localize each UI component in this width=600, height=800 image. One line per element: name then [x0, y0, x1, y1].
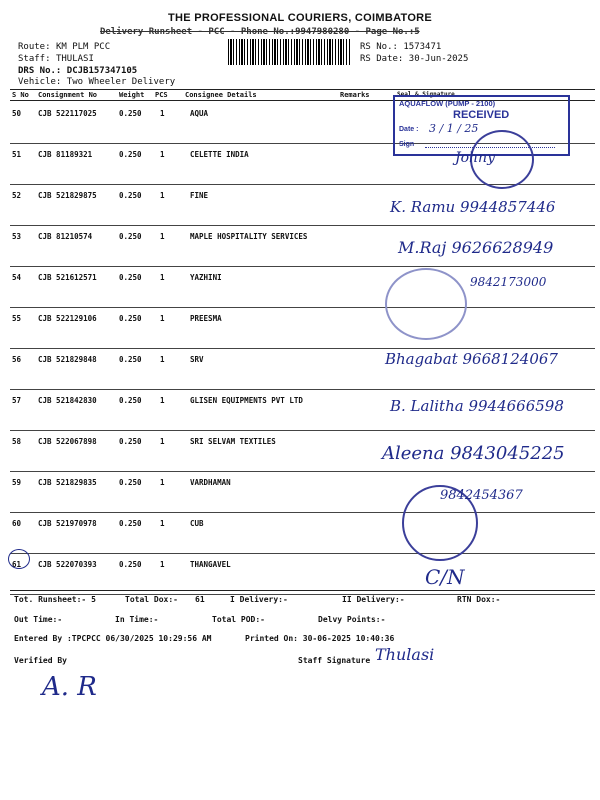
- row-weight: 0.250: [119, 355, 142, 364]
- row-pcs: 1: [160, 150, 165, 159]
- rs-date-value: 30-Jun-2025: [408, 54, 469, 64]
- drs-line: [18, 66, 137, 76]
- row-consignment-no: CJB 521829875: [38, 191, 97, 200]
- handwriting-row-57: B. Lalitha 9944666598: [390, 397, 564, 415]
- row-consignee: THANGAVEL: [190, 560, 231, 569]
- handwriting-row-58: Aleena 9843045225: [382, 443, 565, 464]
- drs-label: DRS No.:: [18, 66, 62, 76]
- row-consignment-no: CJB 521829835: [38, 478, 97, 487]
- col-consignee: Consignee Details: [185, 91, 257, 99]
- row-pcs: 1: [160, 560, 165, 569]
- total-pod: Total POD:-: [212, 615, 265, 624]
- i-delivery: I Delivery:-: [230, 595, 288, 604]
- row-sno: 57: [12, 396, 22, 405]
- row-pcs: 1: [160, 478, 165, 487]
- barcode-image: [228, 39, 350, 65]
- row-sno: 61: [12, 560, 22, 569]
- handwriting-row-53: M.Raj 9626628949: [398, 238, 554, 257]
- row-consignment-no: CJB 521829848: [38, 355, 97, 364]
- row-consignment-no: CJB 521842830: [38, 396, 97, 405]
- rs-date-label: RS Date:: [360, 54, 404, 64]
- entered-by: Entered By :TPCPCC 06/30/2025 10:29:56 AM: [14, 634, 212, 643]
- row-weight: 0.250: [119, 314, 142, 323]
- delvy-points: Delvy Points:-: [318, 615, 386, 624]
- row-consignee: SRV: [190, 355, 204, 364]
- row-weight: 0.250: [119, 560, 142, 569]
- staff-signature: Thulasi: [375, 645, 435, 664]
- stamp-sign-label: Sign: [399, 141, 415, 148]
- row-consignee: SRI SELVAM TEXTILES: [190, 437, 276, 446]
- col-consignment: Consignment No: [38, 91, 98, 99]
- drs-value: DCJB157347105: [66, 66, 138, 76]
- row-weight: 0.250: [119, 150, 142, 159]
- row-sno: 59: [12, 478, 22, 487]
- row-weight: 0.250: [119, 396, 142, 405]
- row-consignee: MAPLE HOSPITALITY SERVICES: [190, 232, 308, 241]
- verified-by: Verified By: [14, 656, 67, 665]
- row-sno: 58: [12, 437, 22, 446]
- col-remarks: Remarks: [340, 91, 370, 99]
- company-title: THE PROFESSIONAL COURIERS, COIMBATORE: [167, 12, 433, 24]
- row-consignee: CUB: [190, 519, 204, 528]
- row-weight: 0.250: [119, 109, 142, 118]
- row-consignment-no: CJB 522067898: [38, 437, 97, 446]
- route-line: [18, 42, 110, 52]
- row-consignee: PREESMA: [190, 314, 222, 323]
- row-61-circle-mark: [8, 549, 30, 569]
- row-weight: 0.250: [119, 478, 142, 487]
- row-consignee: GLISEN EQUIPMENTS PVT LTD: [190, 396, 303, 405]
- row-sno: 54: [12, 273, 22, 282]
- col-sno: S No: [12, 91, 29, 99]
- row-sno: 50: [12, 109, 22, 118]
- row-sno: 52: [12, 191, 22, 200]
- row-pcs: 1: [160, 191, 165, 200]
- out-time: Out Time:-: [14, 615, 63, 624]
- row-consignee: YAZHINI: [190, 273, 222, 282]
- row-consignment-no: CJB 521970978: [38, 519, 97, 528]
- row-weight: 0.250: [119, 191, 142, 200]
- row-pcs: 1: [160, 519, 165, 528]
- row-weight: 0.250: [119, 519, 142, 528]
- runsheet-subline: Delivery Runsheet - PCC - Phone No.:9947980280 - Page No.:5: [100, 27, 420, 37]
- in-time: In Time:-: [115, 615, 159, 624]
- row-consignment-no: CJB 522117025: [38, 109, 97, 118]
- verifier-initials: A. R: [42, 672, 97, 702]
- row-sno: 60: [12, 519, 22, 528]
- ii-delivery: II Delivery:-: [342, 595, 405, 604]
- vehicle-label: Vehicle:: [18, 77, 62, 87]
- staff-signature-label: Staff Signature: [298, 656, 371, 665]
- handwriting-row-56: Bhagabat 9668124067: [385, 350, 558, 368]
- row-consignment-no: CJB 81210574: [38, 232, 93, 241]
- rs-no-label: RS No.:: [360, 42, 398, 52]
- row-consignment-no: CJB 522070393: [38, 560, 97, 569]
- printed-on: Printed On: 30-06-2025 10:40:36: [245, 634, 395, 643]
- vehicle-line: [18, 77, 175, 87]
- rs-no-value: 1573471: [403, 42, 442, 52]
- staff-line: [18, 54, 94, 64]
- col-seal-signature: Seal & Signature: [397, 91, 455, 98]
- row-pcs: 1: [160, 396, 165, 405]
- row-weight: 0.250: [119, 232, 142, 241]
- total-dox-value: 61: [195, 595, 205, 604]
- row-sno: 53: [12, 232, 22, 241]
- table-row: [10, 307, 595, 349]
- row-sno: 51: [12, 150, 22, 159]
- row-consignee: CELETTE INDIA: [190, 150, 249, 159]
- route-value: KM PLM PCC: [55, 42, 111, 52]
- row-consignment-no: CJB 81189321: [38, 150, 93, 159]
- row-consignee: AQUA: [190, 109, 209, 118]
- col-pcs: PCS: [155, 91, 168, 99]
- row-pcs: 1: [160, 314, 165, 323]
- row-consignment-no: CJB 522129106: [38, 314, 97, 323]
- row-weight: 0.250: [119, 273, 142, 282]
- row-pcs: 1: [160, 437, 165, 446]
- stamp-received: RECEIVED: [453, 109, 510, 121]
- row-sno: 55: [12, 314, 22, 323]
- rs-date-line: [360, 54, 468, 64]
- stamp-company: AQUAFLOW (PUMP - 2100): [399, 99, 496, 108]
- stamp-date-value: 3 / 1 / 25: [429, 122, 479, 135]
- vehicle-value: Two Wheeler Delivery: [66, 77, 176, 87]
- row-pcs: 1: [160, 109, 165, 118]
- table-row: [10, 553, 595, 595]
- staff-value: THULASI: [55, 54, 94, 64]
- tot-runsheet: Tot. Runsheet:- 5: [14, 595, 96, 604]
- row-pcs: 1: [160, 273, 165, 282]
- stamp-date-label: Date :: [399, 126, 419, 133]
- col-weight: Weight: [119, 91, 145, 99]
- company-seal-2: [385, 268, 467, 340]
- row-weight: 0.250: [119, 437, 142, 446]
- handwriting-row-61: C/N: [425, 565, 465, 589]
- row-consignee: VARDHAMAN: [190, 478, 231, 487]
- rs-no-line: [360, 42, 441, 52]
- rtn-dox: RTN Dox:-: [457, 595, 501, 604]
- handwriting-row-52: K. Ramu 9944857446: [390, 198, 556, 216]
- route-label: Route:: [18, 42, 51, 52]
- row-sno: 56: [12, 355, 22, 364]
- row-consignment-no: CJB 521612571: [38, 273, 97, 282]
- handwriting-row-59: 9842454367: [440, 488, 523, 503]
- header-rule-top: [10, 89, 595, 90]
- handwriting-row-54: 9842173000: [470, 275, 547, 289]
- total-dox-label: Total Dox:-: [125, 595, 178, 604]
- row-consignee: FINE: [190, 191, 209, 200]
- table-row: [10, 512, 595, 554]
- row-pcs: 1: [160, 355, 165, 364]
- signature-row-51: Johny: [455, 150, 495, 166]
- staff-label: Staff:: [18, 54, 51, 64]
- row-pcs: 1: [160, 232, 165, 241]
- footer-rule: [10, 590, 595, 591]
